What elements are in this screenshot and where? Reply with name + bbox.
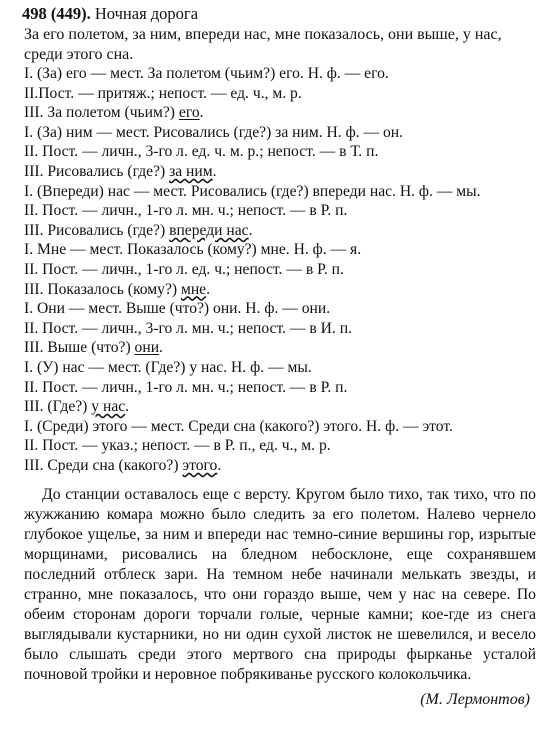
analysis-line: III. Рисовались (где?) за ним. — [24, 162, 217, 180]
analysis-line: III. (Где?) у нас. — [24, 398, 130, 416]
analysis-line: I. (За) ним — мест. Рисовались (где?) за ним. Н. ф. — он. — [24, 123, 404, 141]
analysis-line: I. Они — мест. Выше (что?) они. Н. ф. — они. — [24, 300, 331, 318]
analysis-line: I. (У) нас — мест. (Где?) у нас. Н. ф. — мы. — [24, 358, 312, 376]
analysis-line: II. Пост. — указ.; непост. — в Р. п., ед. ч., м. р. — [24, 437, 331, 455]
underlined-word: за ним — [169, 162, 213, 180]
analysis-line: II.Пост. — притяж.; непост. — ед. ч., м. р. — [24, 84, 302, 102]
passage-author: (М. Лермонтов) — [420, 691, 530, 709]
analysis-line: III. Среди сна (какого?) этого. — [24, 456, 222, 474]
exercise-title: Ночная дорога — [94, 4, 199, 23]
analysis-line: II. Пост. — личн., 1-го л. мн. ч.; непост. — в Р. п. — [24, 202, 348, 220]
underlined-word: этого — [182, 456, 218, 474]
analysis-line: III. За полетом (чьим?) его. — [24, 104, 204, 122]
pronoun-analysis-list — [24, 64, 536, 475]
underlined-word: его — [178, 104, 200, 122]
analysis-line: III. Рисовались (где?) впереди нас. — [24, 221, 253, 239]
underlined-word: мне — [180, 280, 207, 298]
exercise-number: 498 (449). — [22, 4, 91, 23]
analysis-line: II. Пост. — личн., 1-го л. мн. ч.; непост. — в Р. п. — [24, 378, 348, 396]
analysis-line: I. (Среди) этого — мест. Среди сна (какого?) этого. Н. ф. — этот. — [24, 417, 453, 435]
analysis-line: II. Пост. — личн., 3-го л. ед. ч. м. р.; непост. — в Т. п. — [24, 143, 379, 161]
analysis-line: II. Пост. — личн., 1-го л. ед. ч.; непост. — в Р. п. — [24, 260, 344, 278]
exercise-heading — [22, 4, 536, 23]
analysis-line: II. Пост. — личн., 3-го л. мн. ч.; непост. — в И. п. — [24, 319, 352, 337]
analysis-line: I. (Впереди) нас — мест. Рисовались (где?) впереди нас. Н. ф. — мы. — [24, 182, 481, 200]
exercise-sentence: За его полетом, за ним, впереди нас, мне показалось, они выше, у нас, среди этого сна. — [24, 26, 502, 63]
analysis-line: I. Мне — мест. Показалось (кому?) мне. Н. ф. — я. — [24, 241, 362, 259]
analysis-line: I. (За) его — мест. За полетом (чьим?) его. Н. ф. — его. — [24, 65, 389, 82]
underlined-word: впереди нас — [169, 221, 249, 239]
underlined-word: они — [134, 339, 160, 357]
underlined-word: у нас — [91, 398, 126, 416]
analysis-line: III. Выше (что?) они. — [24, 339, 163, 357]
literary-passage: До станции оставалось еще с версту. Кругом было тихо, так тихо, что по жужжанию комара можно было следить за его полетом. Налево чернело глубокое ущелье, за ним и впереди нас темно-синие вершины гор, изрытые морщинами, рисовались на бледном небосклоне, еще сохранявшем последний отблеск зари. На темном небе начинали мелькать звезды, и странно, мне показалось, что они гораздо выше, чем у нас на севере. По обеим сторонам дороги торчали голые, черные камни; кое-где из снега выглядывали кустарники, но ни один сухой листок не шевелился, и весело было слышать среди этого мертвого сна природы фырканье усталой почновой тройки и неровное побрякиванье русского колокольчика. — [24, 486, 536, 684]
analysis-line: III. Показалось (кому?) мне. — [24, 280, 211, 298]
